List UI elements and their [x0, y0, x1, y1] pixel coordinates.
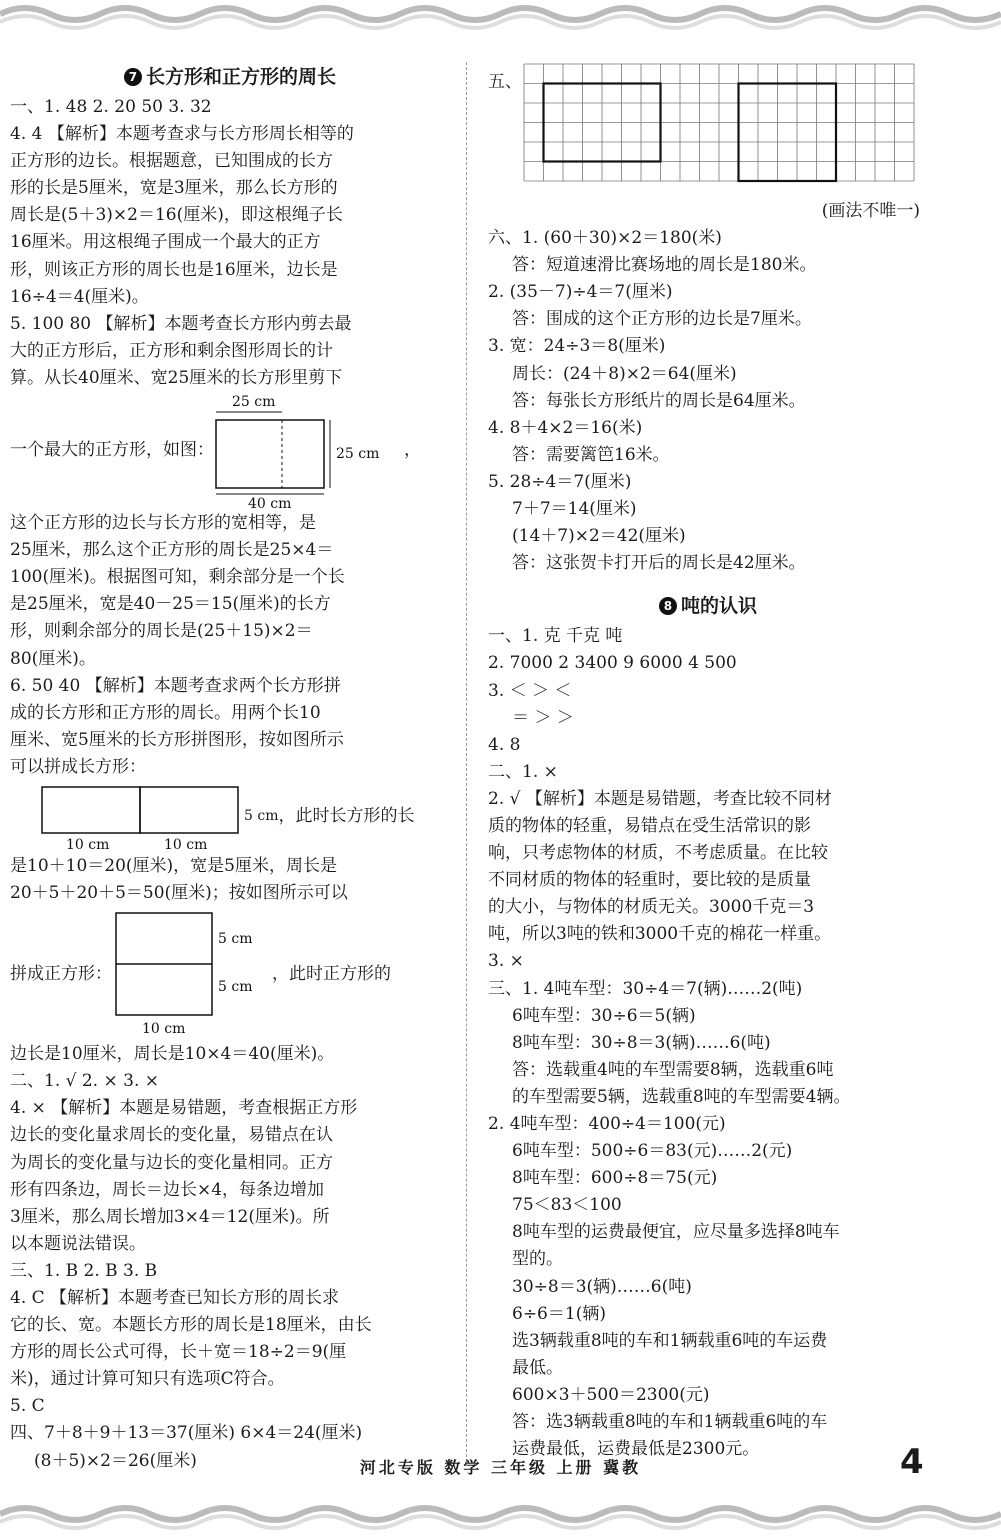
right-column — [488, 62, 928, 1463]
drawing-note: (画法不唯一) — [821, 201, 920, 221]
answer-line: 三、1. 4吨车型：30÷4＝7(辆)……2(吨) — [488, 978, 803, 999]
answer-line: 四、7＋8＋9＋13＝37(厘米) 6×4＝24(厘米) — [10, 1423, 363, 1444]
answer-line: 8吨车型的运费最便宜，应尽量多选择8吨车 — [512, 1222, 840, 1243]
answer-line: 30÷8＝3(辆)……6(吨) — [512, 1276, 692, 1297]
answer-line: 5. 100 80 【解析】本题考查长方形内剪去最 — [10, 313, 352, 334]
page-footer: 河北专版 数学 三年级 上册 冀教 — [359, 1458, 642, 1477]
figure-3-prefix: 拼成正方形： — [10, 963, 112, 984]
answer-line: (14＋7)×2＝42(厘米) — [512, 526, 686, 547]
answer-line: 2. √ 【解析】本题是易错题，考查比较不同材 — [488, 788, 832, 809]
answer-line: 答：短道速滑比赛场地的周长是180米。 — [512, 255, 817, 276]
answer-line: 这个正方形的边长与长方形的宽相等，是 — [10, 513, 316, 534]
answer-line: 边长是10厘米，周长是10×4＝40(厘米)。 — [10, 1044, 335, 1065]
answer-line: 形，则该正方形的周长也是16厘米，边长是 — [10, 259, 338, 280]
answer-line: 形有四条边，周长＝边长×4，每条边增加 — [10, 1179, 325, 1200]
answer-line: 答：需要篱笆16米。 — [512, 444, 670, 465]
answer-line: ＝ ＞ ＞ — [512, 707, 574, 728]
answer-line: 一、1. 克 千克 吨 — [488, 626, 623, 647]
section-7-title — [10, 62, 450, 94]
figure-2-suffix: ，此时长方形的长 — [278, 806, 415, 827]
answer-line: 响，只考虑物体的材质，不考虑质量。在比较 — [488, 843, 828, 864]
answer-line: 是10＋10＝20(厘米)，宽是5厘米，周长是 — [10, 855, 337, 876]
drawn-square — [739, 84, 837, 182]
answer-line: 600×3＋500＝2300(元) — [512, 1384, 710, 1405]
answer-line: 六、1. (60＋30)×2＝180(米) — [488, 228, 722, 249]
figure-3-square — [112, 907, 272, 1041]
figure-1-prefix: 一个最大的正方形，如图： — [10, 440, 214, 461]
figure-2-row — [10, 781, 450, 853]
answer-line: 4. C 【解析】本题考查已知长方形的周长求 — [10, 1288, 340, 1308]
answer-line: 6吨车型：500÷6＝83(元)……2(元) — [512, 1141, 793, 1162]
column-divider — [466, 62, 467, 1462]
answer-line: 答：这张贺卡打开后的周长是42厘米。 — [512, 553, 806, 574]
fig3-bottom-label: 10 cm — [142, 1021, 186, 1038]
answer-line: 75＜83＜100 — [512, 1195, 622, 1216]
answer-line: 的大小，与物体的材质无关。3000千克＝3 — [488, 897, 815, 918]
answer-line: 80(厘米)。 — [10, 648, 96, 669]
answer-line: 米)，通过计算可知只有选项C符合。 — [10, 1369, 285, 1390]
answer-line: 4. × 【解析】本题是易错题，考查根据正方形 — [10, 1098, 358, 1119]
left-column — [10, 62, 450, 1475]
answer-line: 8吨车型：600÷8＝75(元) — [512, 1168, 718, 1189]
answer-line: 质的物体的轻重，易错点在受生活常识的影 — [488, 815, 811, 836]
answer-line: 厘米、宽5厘米的长方形拼图形，按如图所示 — [10, 729, 344, 750]
answer-line: 4. 8＋4×2＝16(米) — [488, 417, 643, 438]
answer-line: 方形的周长公式可得，长＋宽＝18÷2＝9(厘 — [10, 1342, 347, 1363]
section-7-number-badge: 7 — [124, 68, 142, 86]
drawing-grid — [522, 62, 922, 190]
bottom-wavy-border — [0, 1494, 1001, 1534]
figure-1-rectangle — [214, 392, 404, 510]
answer-line: 25厘米，那么这个正方形的周长是25×4＝ — [10, 540, 334, 561]
answer-line: 答：选载重4吨的车型需要8辆，选载重6吨 — [512, 1059, 834, 1080]
answer-line: 为周长的变化量与边长的变化量相同。正方 — [10, 1152, 333, 1173]
fig1-right-label: 25 cm — [336, 446, 380, 463]
figure-2-right-label: 5 cm — [244, 808, 279, 825]
answer-line: 6. 50 40 【解析】本题考查求两个长方形拼 — [10, 675, 341, 696]
answer-line: 二、1. √ 2. × 3. × — [10, 1071, 159, 1092]
answer-line: 16厘米。用这根绳子围成一个最大的正方 — [10, 232, 321, 253]
answer-line: (8＋5)×2＝26(厘米) — [34, 1450, 197, 1471]
answer-line: 7＋7＝14(厘米) — [512, 499, 637, 520]
answer-line: 的车型需要5辆，选载重8吨的车型需要4辆。 — [512, 1086, 851, 1107]
answer-line: 5. C — [10, 1396, 45, 1417]
section-8-number-badge: 8 — [659, 597, 677, 615]
fig2-bottom-label-b: 10 cm — [164, 836, 208, 853]
figure-1-row — [10, 392, 450, 510]
answer-line: 答：围成的这个正方形的边长是7厘米。 — [512, 309, 812, 330]
answer-line: 二、1. × — [488, 761, 558, 782]
answer-line: 3. 宽：24÷3＝8(厘米) — [488, 336, 666, 357]
answer-line: 以本题说法错误。 — [10, 1233, 146, 1254]
answer-line: 3. ＜ ＞ ＜ — [488, 680, 572, 701]
section-7-title-text: 长方形和正方形的周长 — [145, 66, 336, 88]
answer-line: 20＋5＋20＋5＝50(厘米)；按如图所示可以 — [10, 883, 348, 904]
answer-line: 吨，所以3吨的铁和3000千克的棉花一样重。 — [488, 924, 832, 945]
answer-line: 6÷6＝1(辆) — [512, 1303, 606, 1324]
answer-line: 8吨车型：30÷8＝3(辆)……6(吨) — [512, 1032, 771, 1053]
answer-line: 2. (35－7)÷4＝7(厘米) — [488, 282, 673, 303]
answer-line: 形，则剩余部分的周长是(25＋15)×2＝ — [10, 621, 313, 642]
answer-line: 三、1. B 2. B 3. B — [10, 1260, 158, 1281]
answer-line: 4. 4 【解析】本题考查求与长方形周长相等的 — [10, 124, 354, 145]
answer-line: 3厘米，那么周长增加3×4＝12(厘米)。所 — [10, 1206, 330, 1227]
section-8-title — [488, 591, 928, 623]
answer-line: 可以拼成长方形： — [10, 756, 146, 777]
answer-line: 算。从长40厘米、宽25厘米的长方形里剪下 — [10, 367, 343, 388]
answer-line: 2. 7000 2 3400 9 6000 4 500 — [488, 653, 737, 674]
answer-line: 100(厘米)。根据图可知，剩余部分是一个长 — [10, 567, 345, 588]
answer-line: 运费最低，运费最低是2300元。 — [512, 1439, 760, 1460]
figure-3-row — [10, 907, 450, 1041]
section-five-grid-row — [488, 62, 928, 198]
answer-line: 2. 4吨车型：400÷4＝100(元) — [488, 1114, 726, 1134]
top-wavy-border — [0, 0, 1001, 40]
fig3-right-label-1: 5 cm — [218, 931, 253, 948]
answer-line: 3. × — [488, 951, 524, 972]
answer-line: 边长的变化量求周长的变化量，易错点在认 — [10, 1125, 333, 1146]
five-label: 五、 — [488, 72, 522, 92]
answer-line: 大的正方形后，正方形和剩余图形周长的计 — [10, 340, 333, 361]
page-number: 4 — [900, 1442, 924, 1482]
figure-2-rectangles — [10, 781, 240, 853]
answer-line: 选3辆载重8吨的车和1辆载重6吨的车运费 — [512, 1330, 828, 1351]
answer-line: 答：每张长方形纸片的周长是64厘米。 — [512, 390, 806, 411]
answer-line: 成的长方形和正方形的周长。用两个长10 — [10, 702, 321, 723]
answer-line: 周长是(5＋3)×2＝16(厘米)，即这根绳子长 — [10, 205, 343, 226]
section-8-title-text: 吨的认识 — [680, 595, 757, 618]
answer-line: 4. 8 — [488, 734, 521, 755]
answer-line: 5. 28÷4＝7(厘米) — [488, 471, 632, 492]
answer-line: 是25厘米，宽是40－25＝15(厘米)的长方 — [10, 594, 331, 615]
answer-line: 型的。 — [512, 1249, 563, 1270]
answer-line: 一、1. 48 2. 20 50 3. 32 — [10, 97, 212, 117]
figure-3-suffix: ，此时正方形的 — [272, 963, 391, 984]
answer-line: 最低。 — [512, 1357, 563, 1378]
answer-line: 16÷4＝4(厘米)。 — [10, 286, 149, 307]
fig1-bottom-label: 40 cm — [248, 496, 292, 511]
answer-line: 它的长、宽。本题长方形的周长是18厘米，由长 — [10, 1315, 372, 1336]
answer-line: 正方形的边长。根据题意，已知围成的长方 — [10, 151, 333, 172]
answer-line: 6吨车型：30÷6＝5(辆) — [512, 1005, 696, 1026]
answer-line: 不同材质的物体的轻重时，要比较的是质量 — [488, 870, 811, 891]
answer-line: 周长：(24＋8)×2＝64(厘米) — [512, 363, 737, 384]
figure-1-suffix: ， — [404, 440, 421, 461]
fig1-top-label: 25 cm — [232, 394, 276, 411]
answer-line: 形的长是5厘米，宽是3厘米，那么长方形的 — [10, 178, 338, 199]
fig2-bottom-label-a: 10 cm — [66, 836, 110, 853]
answer-line: 答：选3辆载重8吨的车和1辆载重6吨的车 — [512, 1412, 828, 1433]
fig3-right-label-2: 5 cm — [218, 979, 253, 996]
